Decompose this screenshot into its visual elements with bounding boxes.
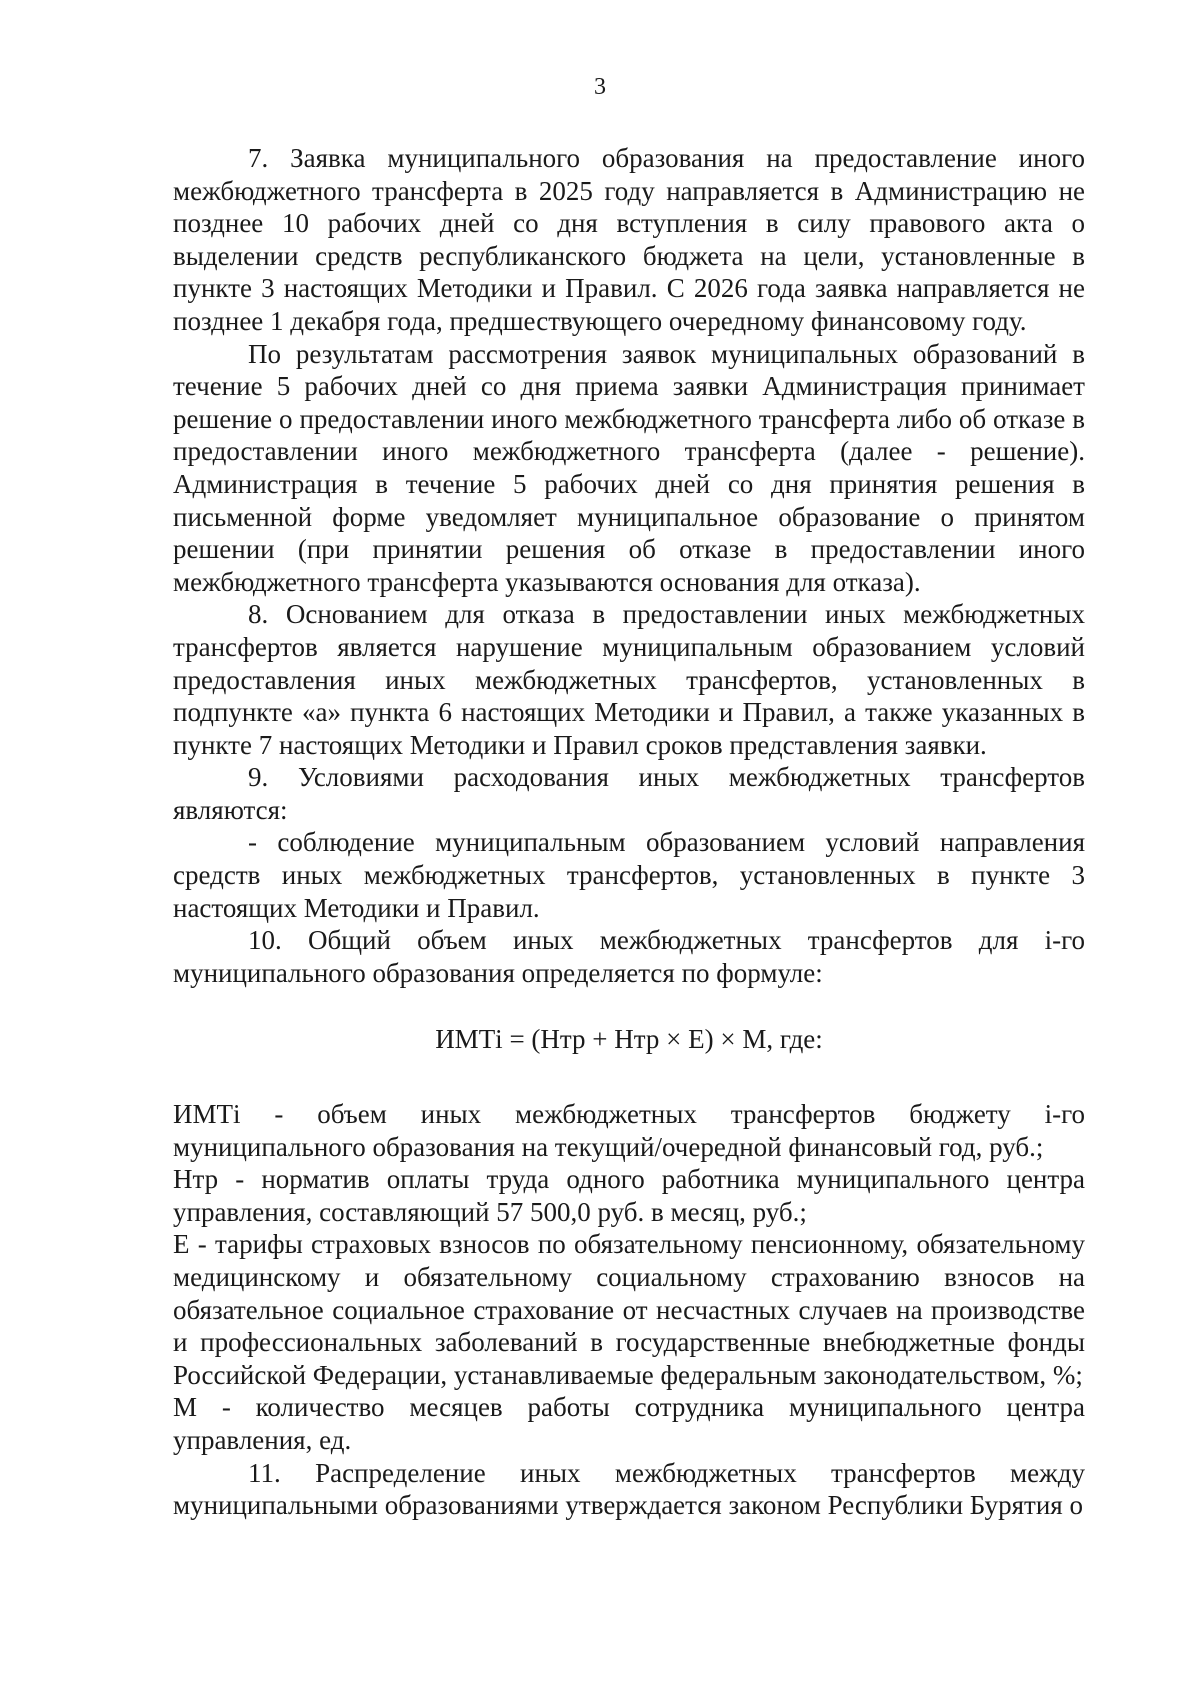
formula: ИМТi = (Нтр + Нтр × Е) × М, где: [435,1024,823,1055]
definition-e: Е - тарифы страховых взносов по обязательному пенсионному, обязательному медицинскому и обязательному социальному страхованию взносов на обязательное социальное страхование от несчастных случаев на производстве и профессиональных заболеваний в государственные внебюджетные фонды Российской Федерации, устанавливаемые федеральным законодательством, %; [173,1229,1085,1390]
paragraph-8: 8. Основанием для отказа в предоставлении иных межбюджетных трансфертов является нарушение муниципальным образованием условий предоставления иных межбюджетных трансфертов, установленных в подпункте «а» пункта 6 настоящих Методики и Правил, а также указанных в пункте 7 настоящих Методики и Правил сроков представления заявки. [173,599,1085,760]
page-number: 3 [594,74,606,100]
paragraph-9: 9. Условиями расходования иных межбюджетных трансфертов являются: [173,762,1085,825]
definition-m: М - количество месяцев работы сотрудника муниципального центра управления, ед. [173,1392,1085,1455]
paragraph-9-condition: - соблюдение муниципальным образованием условий направления средств иных межбюджетных трансфертов, установленных в пункте 3 настоящих Методики и Правил. [173,827,1085,923]
definition-ntr: Нтр - норматив оплаты труда одного работника муниципального центра управления, составляющий 57 500,0 руб. в месяц, руб.; [173,1164,1085,1227]
definition-imt: ИМТi - объем иных межбюджетных трансфертов бюджету i-го муниципального образования на текущий/очередной финансовый год, руб.; [173,1099,1085,1162]
paragraph-10: 10. Общий объем иных межбюджетных трансфертов для i-го муниципального образования определяется по формуле: [173,925,1085,988]
paragraph-7-review: По результатам рассмотрения заявок муниципальных образований в течение 5 рабочих дней со дня приема заявки Администрация принимает решение о предоставлении иного межбюджетного трансферта либо об отказе в предоставлении иного межбюджетного трансферта (далее - решение). Администрация в течение 5 рабочих дней со дня принятия решения в письменной форме уведомляет муниципальное образование о принятом решении (при принятии решения об отказе в предоставлении иного межбюджетного трансферта указываются основания для отказа). [173,338,1085,597]
paragraph-7: 7. Заявка муниципального образования на предоставление иного межбюджетного трансферта в 2025 году направляется в Администрацию не позднее 10 рабочих дней со дня вступления в силу правового акта о выделении средств республиканского бюджета на цели, установленные в пункте 3 настоящих Методики и Правил. С 2026 года заявка направляется не позднее 1 декабря года, предшествующего очередному финансовому году. [173,143,1085,336]
document-body [173,142,1085,1522]
paragraph-11: 11. Распределение иных межбюджетных трансфертов между муниципальными образованиями утверждается законом Республики Бурятия о [173,1457,1085,1521]
